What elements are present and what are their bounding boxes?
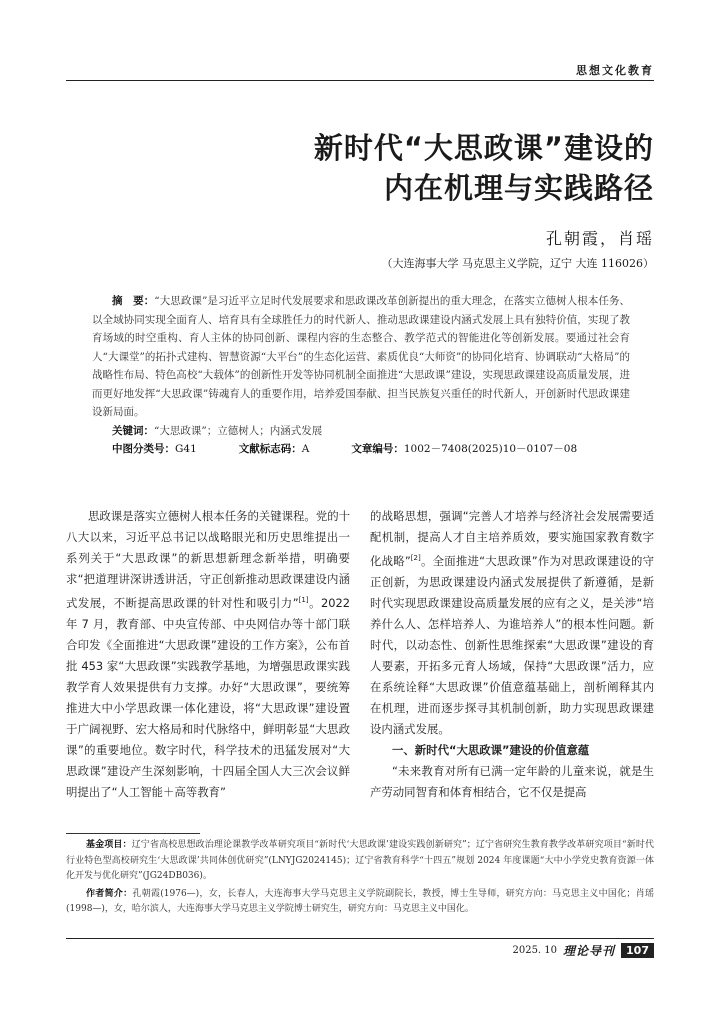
footer-rule	[66, 938, 654, 939]
section-heading: 一、新时代“大思政课”建设的价值意蕴	[392, 742, 590, 757]
author-text: 孔朝霞(1976—)，女，长春人，大连海事大学马克思主义学院副院长，教授，博士生导师，研究方向：马克思主义中国化；肖瑶(1998—)，女，哈尔滨人，大连海事大学马克思主义学院博士研究生，研究方向：马克思主义中国化。	[66, 888, 654, 914]
citation-2[interactable]: [2]	[410, 554, 421, 562]
doc-label: 文献标志码：	[238, 443, 302, 455]
body-column-right	[370, 506, 654, 803]
article-number	[331, 440, 577, 459]
clc-value: G41	[175, 443, 197, 455]
abstract-label: 摘 要：	[112, 295, 155, 307]
author-note	[66, 887, 654, 918]
body-text: 的战略思想，强调“完善人才培养与经济社会发展需要适配机制，提高人才自主培养质效，要实施国家教育数字化战略”	[370, 509, 654, 568]
page-footer	[512, 942, 654, 958]
abstract-block	[92, 292, 630, 459]
clc-number	[92, 440, 197, 459]
clc-label: 中图分类号：	[112, 443, 175, 455]
fund-label: 基金项目：	[86, 840, 132, 850]
keywords	[92, 422, 630, 441]
authors: 孔朝霞，肖瑶	[545, 229, 654, 248]
page-number: 107	[621, 943, 654, 958]
issue-date: 2025. 10	[512, 944, 558, 956]
art-value: 1002－7408(2025)10－0107－08	[403, 443, 578, 455]
body-paragraph	[66, 506, 350, 803]
body-text: 。2022 年 7 月，教育部、中央宣传部、中央网信办等十部门联合印发《全面推进“大思政课”建设的工作方案》，公布首批 453 家“大思政课”实践教学基地，为增强思政课实践教学育人效果提供有力支撑。办好“大思政课”，要统筹推进大中小学思政课一体化建设，将“大思政课”建设置于广阔视野、宏大格局和时代脉络中，鲜明彰显“大思政课”的重要地位。数字时代，科学技术的迅猛发展对“大思政课”建设产生深刻影响，十四届全国人大三次会议鲜明提出了“人工智能＋高等教育”	[66, 595, 350, 799]
keywords-label: 关键词：	[112, 424, 154, 437]
journal-name: 理论导刊	[563, 943, 616, 958]
body-paragraph: “未来教育对所有已满一定年龄的儿童来说，就是生产劳动同智育和体育相结合，它不仅是提高	[370, 763, 654, 799]
abstract-text: “大思政课”是习近平立足时代发展要求和思政课改革创新提出的重大理念，在落实立德树人根本任务、以全域协同实现全面育人、培育具有全球胜任力的时代新人、推动思政课建设内涵式发展上具有独特价值，实现了教育场域的时空重构、育人主体的协同创新、课程内容的生态整合、教学范式的智能进化等创新发展。要通过社会育人“大课堂”的拓扑式建构、智慧资源“大平台”的生态化运营、素质优良“大师资”的协同化培育、协调联动“大格局”的战略性布局、特色高校“大载体”的创新性开发等协同机制全面推进“大思政课”建设，实现思政课建设高质量发展，进而更好地发挥“大思政课”铸魂育人的重要作用，培养爱国奉献、担当民族复兴重任的时代新人，开创新时代思政课建设新局面。	[92, 295, 631, 418]
abstract	[92, 292, 630, 422]
article-meta	[92, 440, 630, 459]
art-label: 文章编号：	[351, 443, 404, 455]
document-code	[219, 440, 310, 459]
body-column-left	[66, 506, 350, 803]
header-rule	[66, 80, 654, 81]
citation-1[interactable]: [1]	[298, 596, 309, 604]
body-text: 思政课是落实立德树人根本任务的关键课程。党的十八大以来，习近平总书记以战略眼光和历史思维提出一系列关于“大思政课”的新思想新理念新举措，明确要求“把道理讲深讲透讲活，守正创新推动思政课建设内涵式发展，不断提高思政课的针对性和吸引力”	[66, 509, 350, 610]
body-text: 。全面推进“大思政课”作为对思政课建设的守正创新，为思政课建设内涵式发展提供了新遵循，是新时代实现思政课建设高质量发展的应有之义，是关涉“培养什么人、怎样培养人、为谁培养人”的根本性问题。新时代，以动态性、创新性思维探索“大思政课”建设的育人要素，开拓多元育人场域，保持“大思政课”活力，应在系统诠释“大思政课”价值意蕴基础上，剖析阐释其内在机理，进而逐步探寻其机制创新，助力实现思政课建设内涵式发展。	[370, 553, 654, 736]
doc-value: A	[301, 443, 310, 455]
fund-note	[66, 838, 654, 885]
footnotes	[66, 838, 654, 920]
body-paragraph	[370, 506, 654, 740]
author-label: 作者简介：	[86, 888, 133, 899]
keywords-text: “大思政课”；立德树人；内涵式发展	[154, 424, 323, 437]
footnote-rule	[66, 833, 200, 834]
fund-text: 辽宁省高校思想政治理论课教学改革研究项目“新时代‘大思政课’建设实践创新研究”；辽宁省研究生教育教学改革研究项目“新时代行业特色型高校研究生‘大思政课’共同体创优研究”(LNYJG2024145)；辽宁省教育科学“十四五”规划 2024 年度课题“大中小学党史教育资源一体化开发与优化研究”(JG24DB036)。	[66, 840, 654, 881]
affiliation: （大连海事大学 马克思主义学院，辽宁 大连 116026）	[381, 257, 654, 270]
title-line-2: 内在机理与实践路径	[383, 171, 654, 205]
title-line-1: 新时代“大思政课”建设的	[313, 131, 654, 165]
running-head: 思想文化教育	[576, 64, 654, 77]
article-title	[314, 128, 654, 208]
